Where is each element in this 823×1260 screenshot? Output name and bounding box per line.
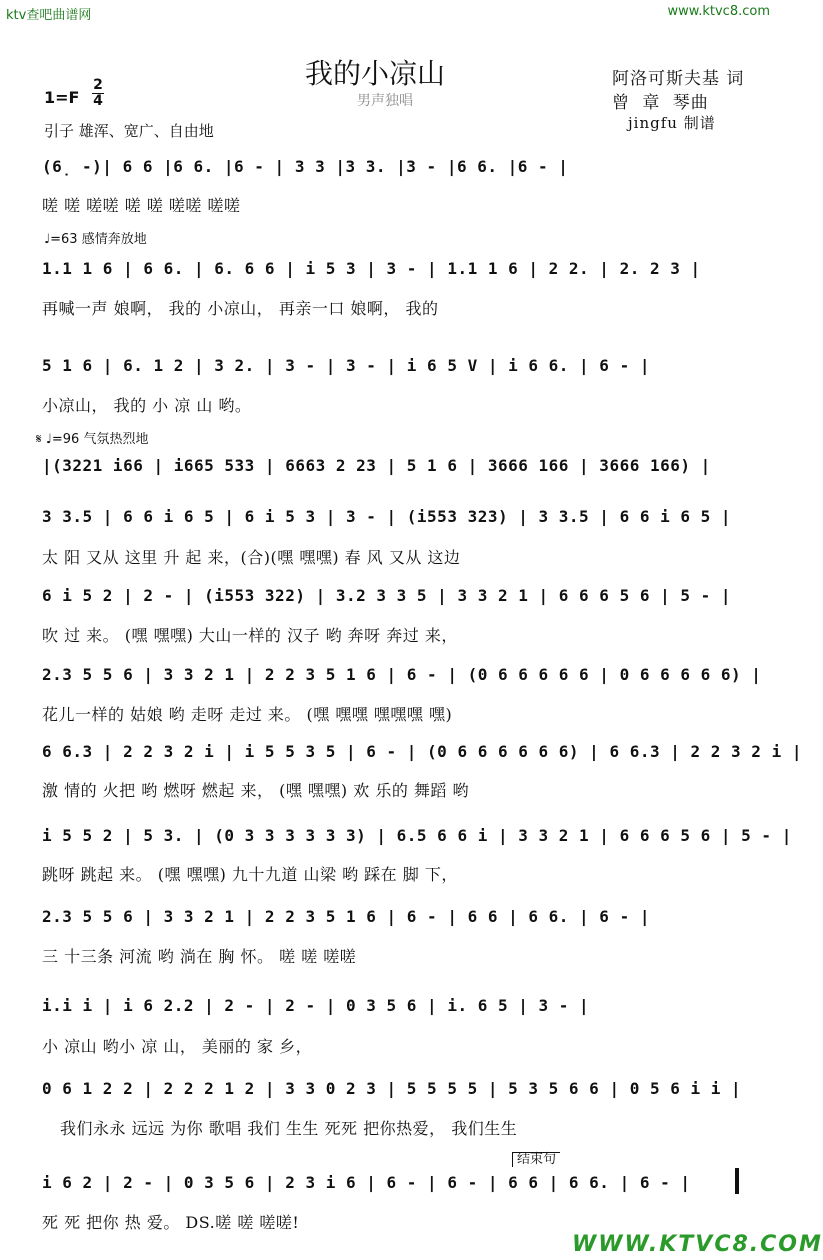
score-lyrics-system-10: 三 十三条 河流 哟 淌在 胸 怀。 嗟 嗟 嗟嗟 (42, 947, 357, 966)
score-lyrics-system-7: 花儿一样的 姑娘 哟 走呀 走过 来。 (嘿 嘿嘿 嘿嘿嘿 嘿) (42, 705, 453, 724)
tempo-symbol: 𝄋 ♩=96 (36, 432, 80, 447)
score-lyrics-system-1: 嗟 嗟 嗟嗟 嗟 嗟 嗟嗟 嗟嗟 (42, 196, 241, 215)
time-signature-bottom: 4 (93, 93, 103, 109)
tempo-mark-1 (44, 228, 147, 247)
tempo-text: 气氛热烈地 (83, 432, 149, 447)
score-notes-system-12: 0 6 1 2 2 | 2 2 2 1 2 | 3 3 0 2 3 | 5 5 5 5 | 5 3 5 6 6 | 0 5 6 i i | (42, 1079, 742, 1098)
footer-brand: WWW.KTVC8.COM (572, 1232, 823, 1257)
score-notes-system-4: |(3221 i66 | i665 533 | 6663 2 23 | 5 1 6 | 3666 166 | 3666 166) | (42, 456, 711, 475)
score-lyrics-system-12: 我们永永 远远 为你 歌唱 我们 生生 死死 把你热爱， 我们生生 (60, 1119, 518, 1138)
composer-credit: 曾 章 琴曲 (612, 93, 709, 113)
tempo-text: 感情奔放地 (81, 232, 147, 247)
watermark-left: ktv查吧曲谱网 (6, 8, 92, 23)
tempo-symbol: ♩=63 (44, 232, 78, 247)
watermark-right: www.ktvc8.com (667, 4, 770, 19)
arranger-credit: jingfu 制谱 (628, 114, 716, 132)
score-notes-system-7: 2.3 5 5 6 | 3 3 2 1 | 2 2 3 5 1 6 | 6 - | (0 6 6 6 6 6 | 0 6 6 6 6 6) | (42, 665, 762, 684)
score-lyrics-system-3: 小凉山， 我的 小 凉 山 哟。 (42, 396, 252, 415)
song-subtitle: 男声独唱 (357, 93, 413, 109)
score-lyrics-system-13: 死 死 把你 热 爱。 DS.嗟 嗟 嗟嗟! (42, 1213, 300, 1232)
score-notes-system-8: 6 6.3 | 2 2 3 2 i | i 5 5 3 5 | 6 - | (0 6 6 6 6 6 6) | 6 6.3 | 2 2 3 2 i | (42, 742, 802, 761)
score-notes-system-6: 6 i 5 2 | 2 - | (i553 322) | 3.2 3 3 5 | 3 3 2 1 | 6 6 6 5 6 | 5 - | (42, 586, 732, 605)
score-lyrics-system-6: 吹 过 来。 (嘿 嘿嘿) 大山一样的 汉子 哟 奔呀 奔过 来， (42, 626, 458, 645)
score-notes-system-2: 1.1 1 6 | 6 6. | 6. 6 6 | i 5 3 | 3 - | 1.1 1 6 | 2 2. | 2. 2 3 | (42, 259, 701, 278)
time-signature-top: 2 (93, 77, 103, 93)
song-title: 我的小凉山 (305, 57, 446, 90)
score-lyrics-system-5: 太 阳 又从 这里 升 起 来，(合)(嘿 嘿嘿) 春 风 又从 这边 (42, 548, 461, 567)
intro-instruction: 引子 雄浑、宽广、自由地 (44, 122, 214, 140)
score-lyrics-system-9: 跳呀 跳起 来。 (嘿 嘿嘿) 九十九道 山梁 哟 踩在 脚 下， (42, 865, 458, 884)
score-notes-system-5: 3 3.5 | 6 6 i 6 5 | 6 i 5 3 | 3 - | (i553 323) | 3 3.5 | 6 6 i 6 5 | (42, 507, 732, 526)
coda-label: 结束句 (512, 1152, 560, 1167)
lyricist-credit: 阿洛可斯夫基 词 (612, 69, 745, 89)
score-lyrics-system-8: 激 情的 火把 哟 燃呀 燃起 来， (嘿 嘿嘿) 欢 乐的 舞蹈 哟 (42, 781, 470, 800)
score-notes-system-3: 5 1 6 | 6. 1 2 | 3 2. | 3 - | 3 - | i 6 5 V | i 6 6. | 6 - | (42, 356, 650, 375)
final-barline (735, 1168, 739, 1194)
score-notes-system-13: i 6 2 | 2 - | 0 3 5 6 | 2 3 i 6 | 6 - | 6 - | 6 6 | 6 6. | 6 - | (42, 1173, 691, 1192)
score-lyrics-system-11: 小 凉山 哟小 凉 山， 美丽的 家 乡， (42, 1037, 313, 1056)
time-signature (92, 78, 104, 109)
tempo-mark-2 (36, 428, 148, 447)
key-signature: 1=F (44, 88, 80, 107)
score-notes-system-9: i 5 5 2 | 5 3. | (0 3 3 3 3 3 3) | 6.5 6 6 i | 3 3 2 1 | 6 6 6 5 6 | 5 - | (42, 826, 792, 845)
score-notes-system-10: 2.3 5 5 6 | 3 3 2 1 | 2 2 3 5 1 6 | 6 - | 6 6 | 6 6. | 6 - | (42, 907, 650, 926)
score-lyrics-system-2: 再喊一声 娘啊， 我的 小凉山， 再亲一口 娘啊， 我的 (42, 299, 439, 318)
score-notes-system-1: (6̣ -)| 6 6 |6 6. |6 - | 3 3 |3 3. |3 - |6 6. |6 - | (42, 157, 569, 176)
score-notes-system-11: i.i i | i 6 2.2 | 2 - | 2 - | 0 3 5 6 | i. 6 5 | 3 - | (42, 996, 590, 1015)
